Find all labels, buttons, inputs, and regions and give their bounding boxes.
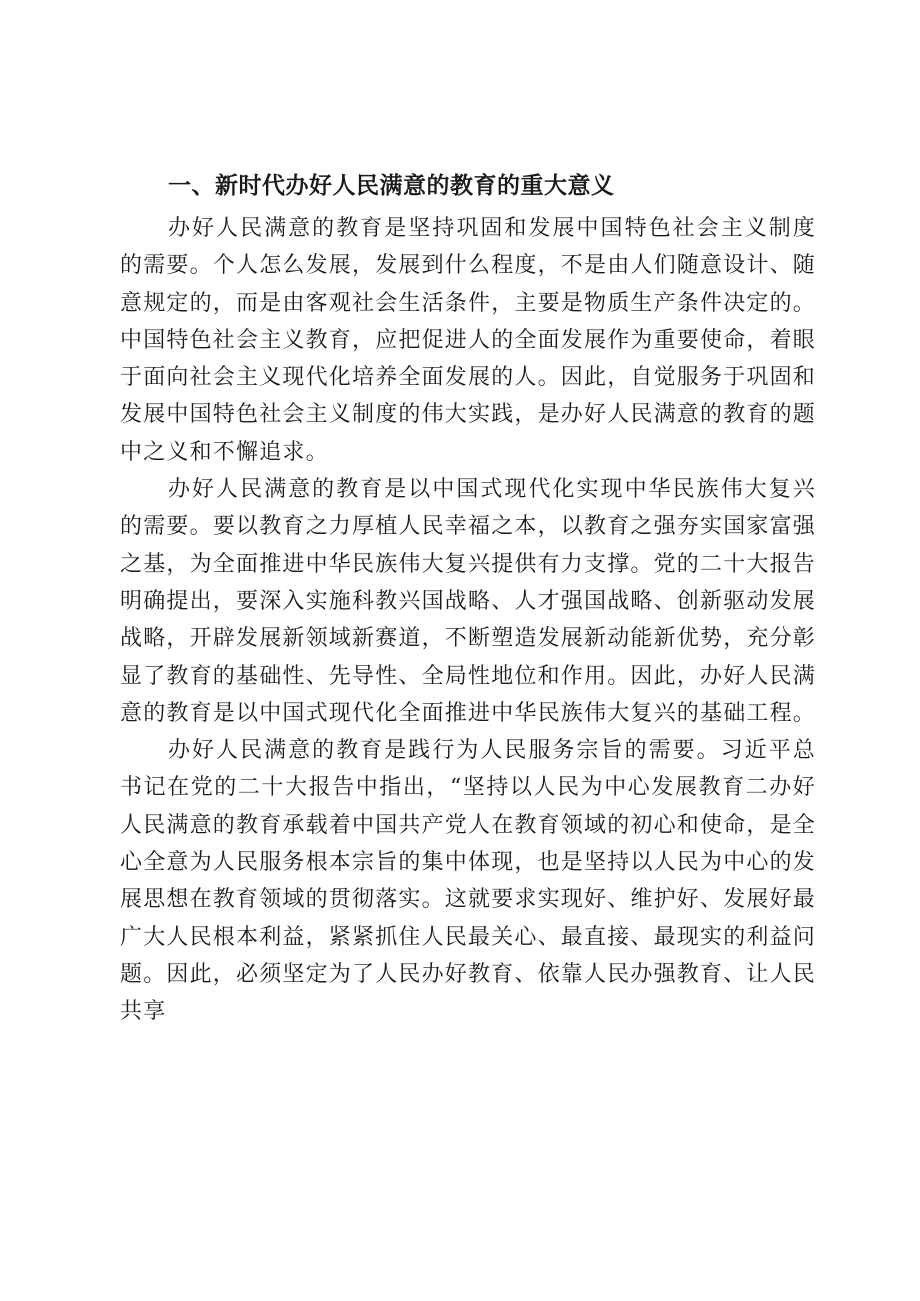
section-heading: 一、新时代办好人民满意的教育的重大意义 (168, 173, 615, 199)
document-page (120, 168, 816, 1031)
paragraph-2: 办好人民满意的教育是以中国式现代化实现中华民族伟大复兴的需要。要以教育之力厚植人民幸福之本，以教育之强夯实国家富强之基，为全面推进中华民族伟大复兴提供有力支撑。党的二十大报告明确提出，要深入实施科教兴国战略、人才强国战略、创新驱动发展战略，开辟发展新领域新赛道，不断塑造发展新动能新优势，充分彰显了教育的基础性、先导性、全局性地位和作用。因此，办好人民满意的教育是以中国式现代化全面推进中华民族伟大复兴的基础工程。 (120, 477, 817, 726)
paragraph-1: 办好人民满意的教育是坚持巩固和发展中国特色社会主义制度的需要。个人怎么发展，发展到什么程度，不是由人们随意设计、随意规定的，而是由客观社会生活条件，主要是物质生产条件决定的。中国特色社会主义教育，应把促进人的全面发展作为重要使命，着眼于面向社会主义现代化培养全面发展的人。因此，自觉服务于巩固和发展中国特色社会主义制度的伟大实践，是办好人民满意的教育的题中之义和不懈追求。 (120, 216, 817, 465)
paragraph-3: 办好人民满意的教育是践行为人民服务宗旨的需要。习近平总书记在党的二十大报告中指出，“坚持以人民为中心发展教育二办好人民满意的教育承载着中国共产党人在教育领域的初心和使命，是全心全意为人民服务根本宗旨的集中体现，也是坚持以人民为中心的发展思想在教育领域的贯彻落实。这就要求实现好、维护好、发展好最广大人民根本利益，紧紧抓住人民最关心、最直接、最现实的利益问题。因此，必须坚定为了人民办好教育、依靠人民办强教育、让人民共享 (120, 738, 817, 1025)
